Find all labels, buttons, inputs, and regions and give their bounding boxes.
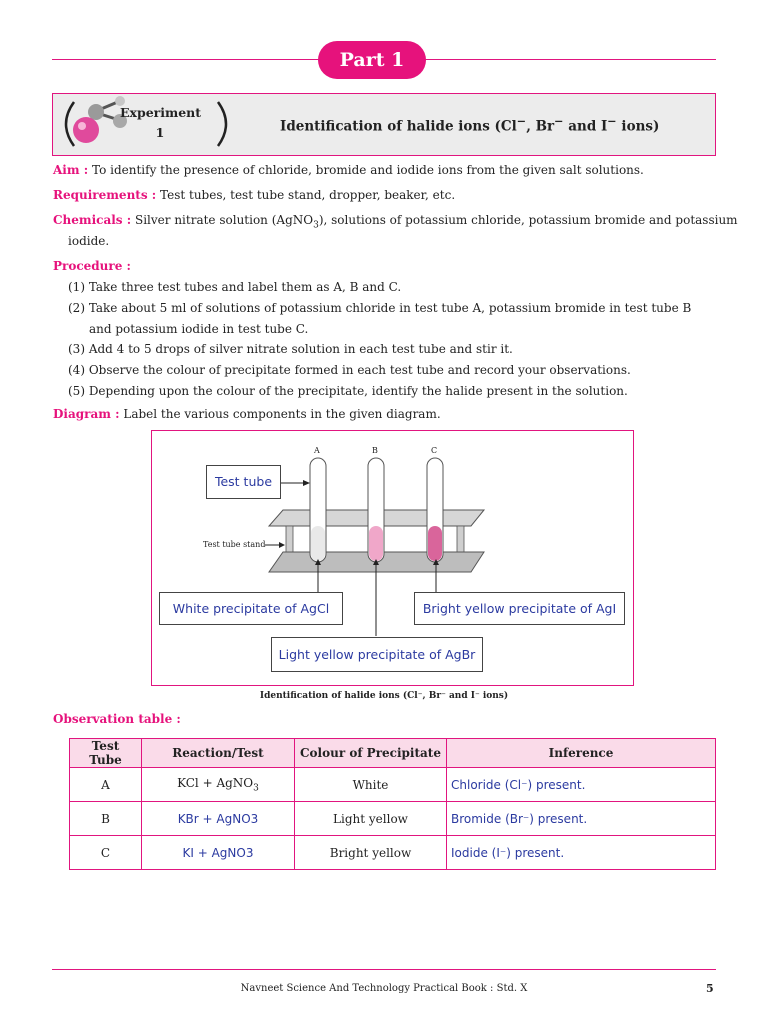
observation-label: Observation table : xyxy=(53,712,181,726)
tube-label-b: B xyxy=(372,446,378,455)
title-part-4: ions) xyxy=(616,118,660,135)
header-reaction: Reaction/Test xyxy=(142,739,295,768)
procedure-step: (3) Add 4 to 5 drops of silver nitrate solution in each test tube and stir it. xyxy=(68,342,513,356)
footer-rule xyxy=(52,969,716,970)
chemicals-line xyxy=(53,213,738,230)
observation-table xyxy=(69,738,716,870)
table-row xyxy=(70,768,716,802)
experiment-number: 1 xyxy=(155,125,165,140)
requirements-text: Test tubes, test tube stand, dropper, beaker, etc. xyxy=(160,188,456,202)
cell-reaction: KI + AgNO3 xyxy=(142,836,295,870)
stand-label: Test tube stand xyxy=(203,540,266,549)
header-colour: Colour of Precipitate xyxy=(295,739,447,768)
tube-label-c: C xyxy=(431,446,438,455)
diagram-line xyxy=(53,407,441,421)
chemicals-label: Chemicals : xyxy=(53,213,132,227)
callout-white-precipitate: White precipitate of AgCl xyxy=(159,592,343,625)
title-part-1: Identification of halide ions (Cl xyxy=(280,118,517,135)
callout-light-yellow-precipitate: Light yellow precipitate of AgBr xyxy=(271,637,483,672)
requirements-line xyxy=(53,188,455,202)
procedure-step: (4) Observe the colour of precipitate formed in each test tube and record your observations. xyxy=(68,363,631,377)
diagram-caption: Identification of halide ions (Cl⁻, Br⁻ and I⁻ ions) xyxy=(259,691,509,701)
procedure-label: Procedure : xyxy=(53,259,131,273)
diagram-label: Diagram : xyxy=(53,407,120,421)
table-row xyxy=(70,836,716,870)
tube-label-a: A xyxy=(314,446,320,455)
experiment-title xyxy=(280,114,659,135)
cell-inference: Bromide (Br⁻) present. xyxy=(447,802,716,836)
procedure-step: and potassium iodide in test tube C. xyxy=(89,322,309,336)
experiment-word: Experiment xyxy=(120,105,202,120)
minus-sup-3: − xyxy=(607,114,617,128)
chemicals-sub: 3 xyxy=(313,220,319,231)
footer-text: Navneet Science And Technology Practical Book : Std. X xyxy=(240,983,528,994)
cell-inference: Iodide (I⁻) present. xyxy=(447,836,716,870)
title-part-3: and I xyxy=(563,118,608,135)
table-row xyxy=(70,802,716,836)
cell-colour: Bright yellow xyxy=(295,836,447,870)
minus-sup-1: − xyxy=(516,114,527,128)
callout-bright-yellow-precipitate: Bright yellow precipitate of AgI xyxy=(414,592,625,625)
chemicals-text-a: Silver nitrate solution (AgNO xyxy=(135,213,314,227)
cell-colour: White xyxy=(295,768,447,802)
requirements-label: Requirements : xyxy=(53,188,157,202)
table-header-row xyxy=(70,739,716,768)
procedure-step: (1) Take three test tubes and label them as A, B and C. xyxy=(68,280,402,294)
chemicals-text-b: ), solutions of potassium chloride, potassium bromide and potassium xyxy=(318,213,738,227)
procedure-step: (2) Take about 5 ml of solutions of potassium chloride in test tube A, potassium bromide in test tube B xyxy=(68,301,692,315)
chemicals-line-2: iodide. xyxy=(68,234,110,248)
header-test-tube: Test Tube xyxy=(70,739,142,768)
aim-label: Aim : xyxy=(53,163,89,177)
aim-line xyxy=(53,163,644,177)
callout-test-tube: Test tube xyxy=(206,465,281,499)
page-number: 5 xyxy=(706,982,714,995)
cell-reaction: KBr + AgNO3 xyxy=(142,802,295,836)
cell-reaction xyxy=(142,768,295,802)
title-part-2: , Br xyxy=(526,118,555,135)
experiment-label xyxy=(120,103,200,143)
cell-tube: B xyxy=(70,802,142,836)
minus-sup-2: − xyxy=(554,114,564,128)
procedure-step: (5) Depending upon the colour of the precipitate, identify the halide present in the solution. xyxy=(68,384,628,398)
header-inference: Inference xyxy=(447,739,716,768)
cell-tube: A xyxy=(70,768,142,802)
part-badge: Part 1 xyxy=(318,41,426,79)
cell-tube: C xyxy=(70,836,142,870)
reaction-text: KCl + AgNO xyxy=(177,775,254,790)
reaction-sub: 3 xyxy=(253,783,259,794)
aim-text: To identify the presence of chloride, bromide and iodide ions from the given salt solutions. xyxy=(92,163,644,177)
cell-inference: Chloride (Cl⁻) present. xyxy=(447,768,716,802)
cell-colour: Light yellow xyxy=(295,802,447,836)
diagram-text: Label the various components in the given diagram. xyxy=(123,407,441,421)
